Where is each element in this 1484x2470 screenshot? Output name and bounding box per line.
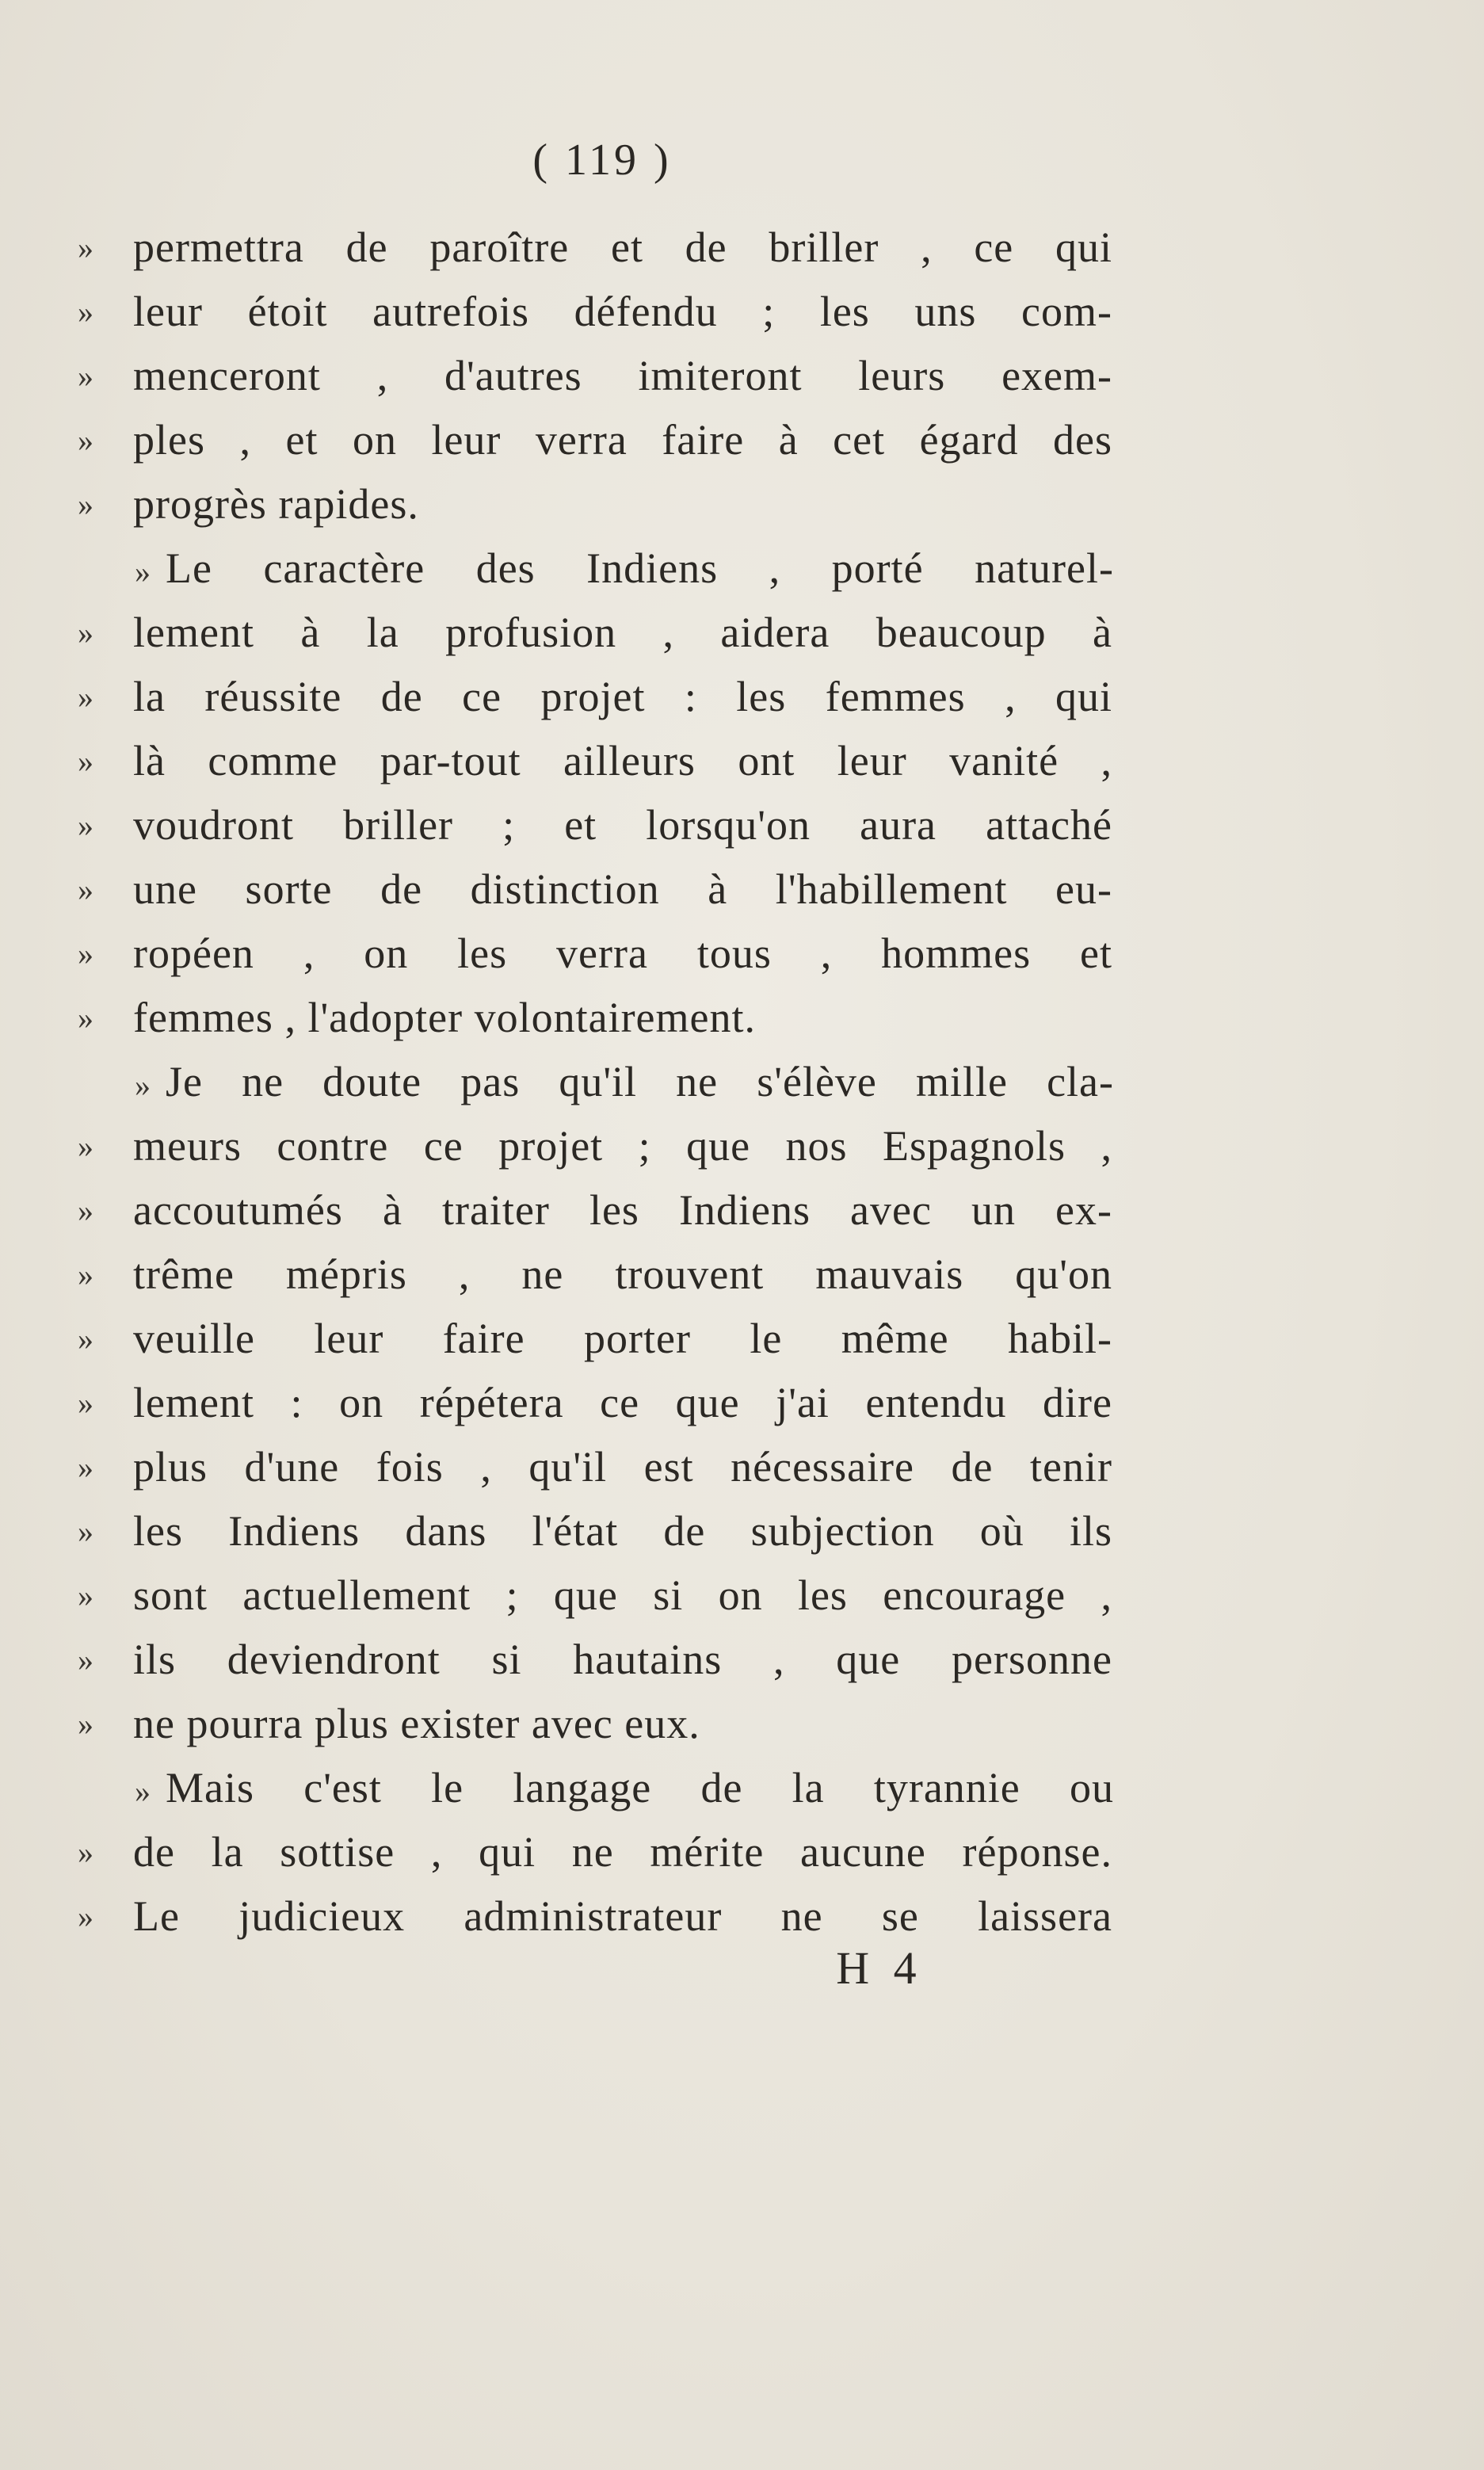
line-words: Mais c'est le langage de la tyrannie ou — [166, 1764, 1114, 1811]
text-line — [0, 1178, 1484, 1243]
quote-mark: » — [135, 1773, 151, 1809]
text-line — [0, 472, 1484, 536]
text-line — [0, 922, 1484, 986]
text-line — [0, 1820, 1484, 1884]
text-line — [0, 1114, 1484, 1178]
line-text: femmes , l'adopter volontairement. — [133, 994, 756, 1041]
quote-mark: » — [78, 358, 93, 394]
line-text: la réussite de ce projet : les femmes , qui — [133, 673, 1112, 720]
line-text: de la sottise , qui ne mérite aucune réponse. — [133, 1828, 1112, 1876]
line-words: Je ne doute pas qu'il ne s'élève mille cla- — [166, 1058, 1114, 1105]
quote-mark: » — [78, 1321, 93, 1357]
line-text — [135, 1050, 1114, 1117]
line-text: lement à la profusion , aidera beaucoup à — [133, 609, 1112, 656]
text-line — [0, 1628, 1484, 1692]
quote-mark: » — [78, 1385, 93, 1421]
quote-mark: » — [78, 679, 93, 715]
line-text: voudront briller ; et lorsqu'on aura attaché — [133, 801, 1112, 849]
line-text: ples , et on leur verra faire à cet égard des — [133, 416, 1112, 464]
quote-mark: » — [78, 1193, 93, 1228]
line-text: permettra de paroître et de briller , ce qui — [133, 223, 1112, 271]
quote-mark: » — [78, 1449, 93, 1485]
quote-mark: » — [78, 294, 93, 330]
line-text — [135, 536, 1114, 604]
line-text: plus d'une fois , qu'il est nécessaire de tenir — [133, 1443, 1112, 1491]
line-text: trême mépris , ne trouvent mauvais qu'on — [133, 1250, 1112, 1298]
line-text: ils deviendront si hautains , que personne — [133, 1636, 1112, 1683]
text-line — [0, 665, 1484, 729]
text-line — [0, 408, 1484, 472]
text-line — [0, 1050, 1484, 1114]
signature-mark: H 4 — [836, 1942, 923, 1994]
quote-mark: » — [78, 1834, 93, 1870]
quote-mark: » — [78, 1514, 93, 1549]
quote-mark: » — [78, 1578, 93, 1613]
text-line — [0, 1307, 1484, 1371]
text-line — [0, 280, 1484, 344]
text-line — [0, 1884, 1484, 1949]
text-body — [0, 216, 1484, 1949]
quote-mark: » — [78, 615, 93, 651]
text-line — [0, 1563, 1484, 1628]
quote-mark: » — [135, 554, 151, 590]
quote-mark: » — [78, 487, 93, 522]
line-text: meurs contre ce projet ; que nos Espagnols , — [133, 1122, 1112, 1170]
quote-mark: » — [78, 1706, 93, 1742]
quote-mark: » — [78, 743, 93, 779]
line-text: accoutumés à traiter les Indiens avec un ex- — [133, 1186, 1112, 1234]
line-text: là comme par-tout ailleurs ont leur vanité , — [133, 737, 1112, 785]
line-text: les Indiens dans l'état de subjection où ils — [133, 1507, 1112, 1555]
text-line — [0, 1756, 1484, 1820]
quote-mark: » — [78, 807, 93, 843]
text-line — [0, 1371, 1484, 1435]
text-line — [0, 793, 1484, 857]
quote-mark: » — [78, 230, 93, 265]
quote-mark: » — [78, 1257, 93, 1292]
line-text: ne pourra plus exister avec eux. — [133, 1700, 700, 1747]
line-text: sont actuellement ; que si on les encourage , — [133, 1571, 1112, 1619]
text-line — [0, 1499, 1484, 1563]
line-text: Le judicieux administrateur ne se laissera — [133, 1892, 1112, 1940]
text-line — [0, 986, 1484, 1050]
text-line — [0, 216, 1484, 280]
quote-mark: » — [78, 1128, 93, 1164]
quote-mark: » — [78, 872, 93, 907]
quote-mark: » — [78, 1000, 93, 1036]
line-text: leur étoit autrefois défendu ; les uns com- — [133, 288, 1112, 335]
line-text: ropéen , on les verra tous , hommes et — [133, 930, 1112, 977]
text-line — [0, 1435, 1484, 1499]
quote-mark: » — [135, 1067, 151, 1103]
line-text: veuille leur faire porter le même habil- — [133, 1315, 1112, 1362]
line-text: lement : on répétera ce que j'ai entendu dire — [133, 1379, 1112, 1426]
quote-mark: » — [78, 1642, 93, 1678]
text-line — [0, 344, 1484, 408]
text-line — [0, 601, 1484, 665]
text-line — [0, 857, 1484, 922]
text-line — [0, 729, 1484, 793]
line-text: menceront , d'autres imiteront leurs exem- — [133, 352, 1112, 399]
quote-mark: » — [78, 422, 93, 458]
line-text — [135, 1756, 1114, 1823]
line-text: une sorte de distinction à l'habillement eu- — [133, 865, 1112, 913]
text-line — [0, 536, 1484, 601]
quote-mark: » — [78, 936, 93, 972]
text-line — [0, 1243, 1484, 1307]
line-text: progrès rapides. — [133, 480, 419, 528]
text-line — [0, 1692, 1484, 1756]
line-words: Le caractère des Indiens , porté naturel- — [166, 544, 1114, 592]
page-number: ( 119 ) — [532, 136, 672, 185]
quote-mark: » — [78, 1899, 93, 1934]
